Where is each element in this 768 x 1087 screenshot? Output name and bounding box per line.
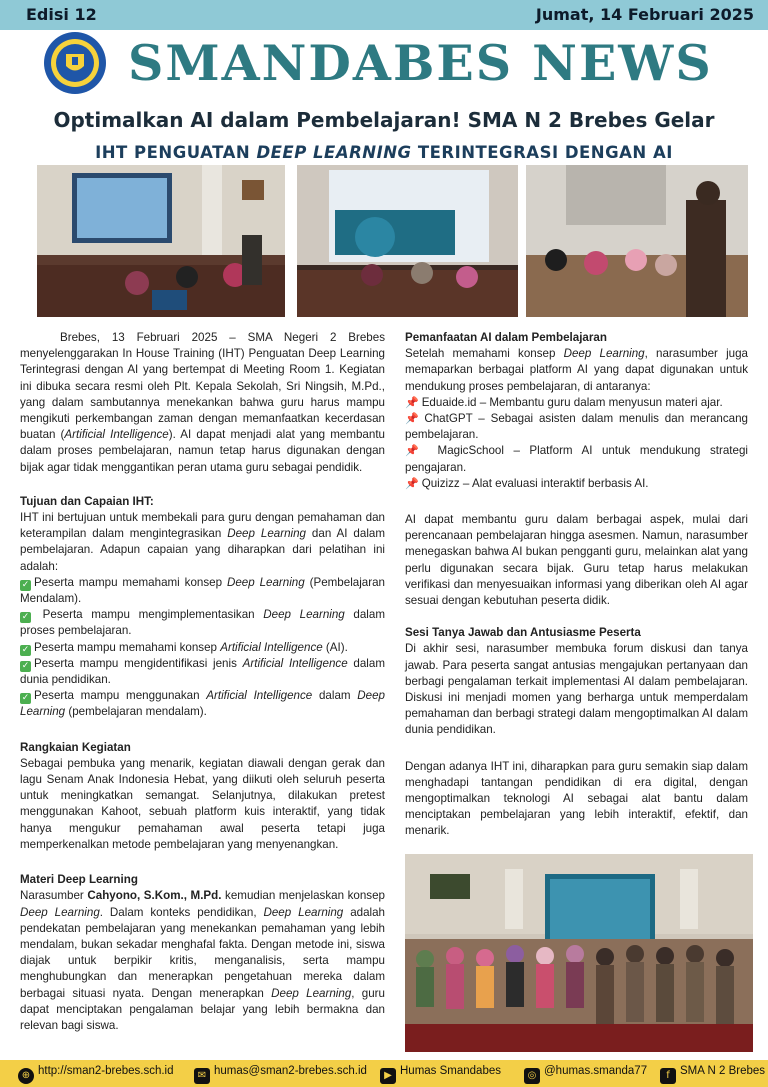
- sesi-heading: Sesi Tanya Jawab dan Antusiasme Peserta: [405, 626, 641, 640]
- closing-paragraph: Dengan adanya IHT ini, diharapkan para guru semakin siap dalam menghadapi tantangan pendidikan di era digital, dengan mengoptimalkan teknologi AI sebagai alat bantu dalam menciptakan pembelajaran yang lebih interaktif, efektif, dan menarik.: [405, 759, 748, 838]
- top-bar: [0, 0, 768, 30]
- instagram-icon: ◎: [524, 1068, 540, 1084]
- intro-paragraph: Brebes, 13 Februari 2025 – SMA Negeri 2 Brebes menyelenggarakan In House Training (IHT) Penguatan Deep Learning Terintegrasi dengan AI yang bertempat di Meeting Room 1. Kegiatan ini dibuka secara resmi oleh Plt. Kepala Sekolah, Sri Ningsih, M.Pd., yang dalam sambutannya menekankan bahwa guru harus mampu mengikuti perkembangan zaman dengan memanfaatkan kecerdasan buatan (Artificial Intelligence). AI dapat menjadi alat yang membantu dalam proses pembelajaran, namun tetap harus digunakan dengan bijak agar tidak menggantikan peran utama guru sebagai pendidik.: [20, 331, 385, 474]
- achievement-item: ✓ Peserta mampu menggunakan Artificial Intelligence dalam Deep Learning (pembelajaran mendalam).: [20, 689, 385, 719]
- headline-main: Optimalkan AI dalam Pembelajaran! SMA N 2 Brebes Gelar: [53, 108, 715, 132]
- footer-youtube[interactable]: ▶ Humas Smandabes: [380, 1065, 501, 1084]
- pushpin-icon: 📌: [405, 395, 419, 409]
- globe-icon: ⊕: [18, 1068, 34, 1084]
- photo-group: [405, 854, 753, 1052]
- checkmark-icon: ✓: [21, 579, 30, 590]
- tujuan-paragraph: IHT ini bertujuan untuk membekali para guru dengan pemahaman dan keterampilan dalam mengintegrasikan Deep Learning dan AI dalam pembelajaran. Adapun capaian yang diharapkan dari pelatihan ini adalah:: [20, 511, 385, 573]
- edition-label: Edisi 12: [26, 5, 97, 24]
- rangkaian-paragraph: Sebagai pembuka yang menarik, kegiatan diawali dengan gerak dan lagu Senam Anak Indonesia Hebat, yang diikuti oleh seluruh peserta untuk meningkatkan semangat. Selanjutnya, dilakukan pretest menggunakan Kahoot, sebuah platform kuis interaktif, yang tidak hanya mengukur pemahaman awal peserta tetapi juga memperkenalkan metode pembelajaran yang menyenangkan.: [20, 756, 385, 851]
- footer-instagram[interactable]: ◎ @humas.smanda77: [524, 1065, 647, 1084]
- youtube-icon: ▶: [380, 1068, 396, 1084]
- photo-speaker: [526, 165, 748, 317]
- achievement-item: ✓ Peserta mampu memahami konsep Artificial Intelligence (AI).: [21, 640, 348, 655]
- footer-email[interactable]: ✉ humas@sman2-brebes.sch.id: [194, 1065, 367, 1084]
- platform-item: 📌 MagicSchool – Platform AI untuk mendukung strategi pengajaran.: [405, 444, 748, 474]
- school-emblem-icon: [40, 30, 110, 96]
- photo-presentation-room: [37, 165, 285, 317]
- rangkaian-heading: Rangkaian Kegiatan: [20, 740, 131, 754]
- footer-bar: [0, 1060, 768, 1087]
- checkmark-icon: ✓: [21, 693, 30, 704]
- right-column: [405, 330, 748, 840]
- achievement-item: ✓ Peserta mampu memahami konsep Deep Learning (Pembelajaran Mendalam).: [20, 575, 386, 606]
- checkmark-icon: ✓: [21, 660, 30, 671]
- photo-screen-audience: [297, 165, 518, 317]
- mail-icon: ✉: [194, 1068, 210, 1084]
- platform-item: 📌 Eduaide.id – Membantu guru dalam menyusun materi ajar.: [405, 395, 723, 409]
- headline-sub: IHT PENGUATAN DEEP LEARNING TERINTEGRASI DENGAN AI: [95, 143, 673, 162]
- checkmark-icon: ✓: [21, 644, 30, 655]
- materi-paragraph: Narasumber Cahyono, S.Kom., M.Pd. kemudian menjelaskan konsep Deep Learning. Dalam konteks pendidikan, Deep Learning adalah pendekatan pembelajaran yang menekankan pemahaman yang lebih mendalam, bukan sekadar menghafal fakta. Dengan metode ini, siswa diajak untuk berpikir kritis, menganalisis, serta mampu menghubungkan dan menerapkan pengetahuan mereka dalam berbagai situasi nyata. Dengan menerapkan Deep Learning, guru dapat menciptakan pengalaman belajar yang lebih bermakna dan relevan bagi siswa.: [20, 889, 386, 1032]
- checkmark-icon: ✓: [21, 612, 30, 623]
- platform-item: 📌 Quizizz – Alat evaluasi interaktif berbasis AI.: [405, 476, 649, 490]
- facebook-icon: f: [660, 1068, 676, 1084]
- issue-date: Jumat, 14 Februari 2025: [535, 5, 754, 24]
- pushpin-icon: 📌: [405, 444, 426, 458]
- platform-item: 📌 ChatGPT – Sebagai asisten dalam menulis dan merancang pembelajaran.: [405, 412, 748, 442]
- sesi-paragraph: Di akhir sesi, narasumber membuka forum diskusi dan tanya jawab. Para peserta sangat antusias mengajukan pertanyaan dan berbagi pengalaman terkait implementasi AI dalam pembelajaran. Diskusi ini menjadi momen yang berharga untuk memperdalam pemahaman dan berbagi strategi dalam mengoptimalkan AI dalam dunia pendidikan.: [405, 642, 748, 737]
- materi-heading: Materi Deep Learning: [20, 873, 138, 887]
- footer-website[interactable]: ⊕ http://sman2-brebes.sch.id: [18, 1065, 174, 1084]
- pemanfaatan-heading: Pemanfaatan AI dalam Pembelajaran: [405, 331, 607, 344]
- pushpin-icon: 📌: [405, 412, 422, 426]
- pemanfaatan-paragraph: Setelah memahami konsep Deep Learning, narasumber juga memaparkan berbagai platform AI yang dapat digunakan untuk mendukung proses pembelajaran, di antaranya:: [405, 347, 748, 393]
- tujuan-heading: Tujuan dan Capaian IHT:: [20, 494, 154, 508]
- achievement-item: ✓ Peserta mampu mengidentifikasi jenis Artificial Intelligence dalam dunia pendidikan.: [20, 656, 385, 687]
- masthead-title: SMANDABES NEWS: [128, 34, 713, 92]
- achievement-item: ✓ Peserta mampu mengimplementasikan Deep Learning dalam proses pembelajaran.: [20, 608, 385, 638]
- left-column: [20, 330, 385, 1034]
- ai-paragraph: AI dapat membantu guru dalam berbagai aspek, mulai dari perencanaan pembelajaran hingga asesmen. Namun, narasumber menegaskan bahwa AI bukan pengganti guru, melainkan alat yang perlu digunakan secara bijak. Guru tetap harus melakukan verifikasi dan menyesuaikan informasi yang diberikan oleh AI agar sesuai dengan kebutuhan peserta didik.: [405, 513, 748, 608]
- pushpin-icon: 📌: [405, 476, 419, 490]
- footer-facebook[interactable]: f SMA N 2 Brebes: [660, 1065, 765, 1084]
